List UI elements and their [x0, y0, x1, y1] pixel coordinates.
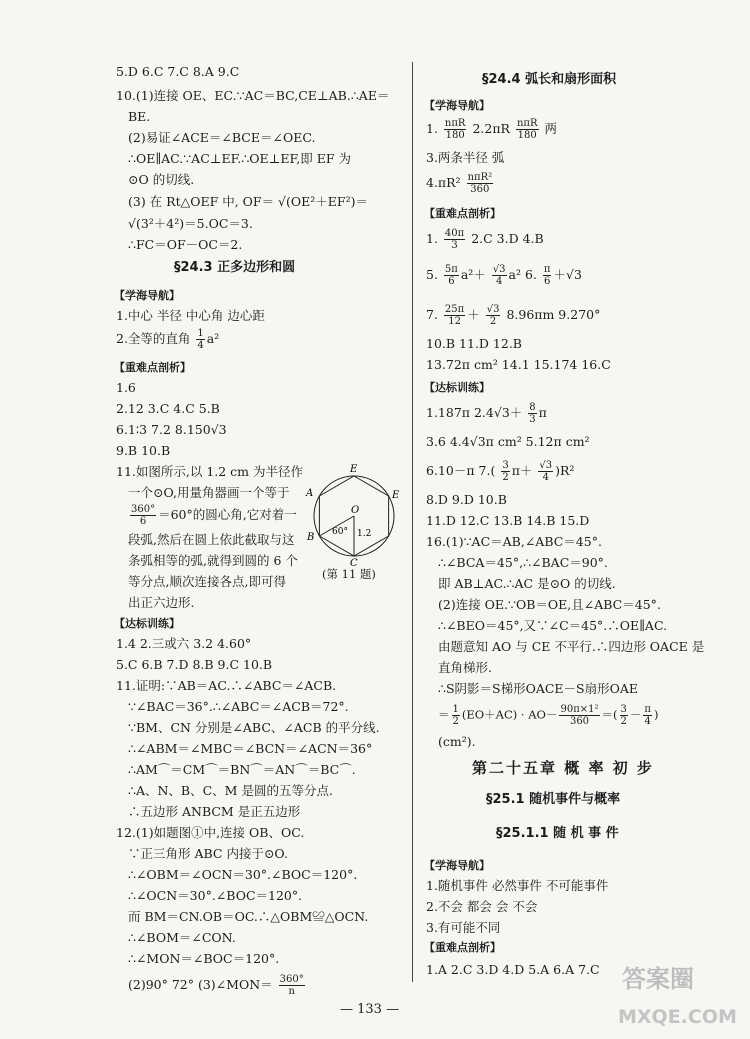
- numerator: nπR²: [467, 172, 493, 183]
- denominator: 2: [452, 716, 459, 727]
- numerator: 1: [452, 704, 459, 715]
- subsection-heading: §25.1.1 随 机 事 件: [496, 826, 619, 841]
- fraction: [486, 304, 501, 327]
- numerator: √3: [492, 264, 506, 275]
- fraction: [467, 172, 494, 195]
- numerator: 3: [620, 704, 627, 715]
- answer-line: 5.C 6.B 7.D 8.B 9.C 10.B: [116, 657, 273, 672]
- section-tag: 【重难点剖析】: [424, 207, 501, 220]
- answer-text: 5.: [426, 267, 438, 282]
- answer-line: [426, 402, 547, 425]
- fraction: [528, 402, 536, 425]
- fraction: [279, 974, 305, 997]
- answer-text: 2.2πR: [472, 121, 510, 136]
- answer-line: (3) 在 Rt△OEF 中, OF＝ √(OE²＋EF²)＝: [128, 194, 368, 209]
- answer-text: 4.πR²: [426, 175, 461, 190]
- answer-text: ＋: [467, 307, 480, 322]
- section-heading: §25.1 随机事件与概率: [486, 792, 621, 807]
- answer-line: [426, 460, 574, 483]
- denominator: 180: [445, 130, 465, 141]
- section-heading: §24.3 正多边形和圆: [174, 260, 296, 275]
- denominator: 12: [448, 316, 461, 327]
- fraction: [492, 264, 507, 287]
- numerator: √3: [486, 304, 500, 315]
- fraction: [130, 504, 156, 527]
- answer-text: π＋: [511, 463, 533, 478]
- answer-text: ＝: [438, 707, 450, 722]
- answer-text: )R²: [555, 463, 575, 478]
- section-tag: 【达标训练】: [114, 617, 180, 630]
- answer-text: ): [653, 707, 659, 722]
- answer-line: 8.D 9.D 10.B: [426, 492, 507, 507]
- denominator: 4: [197, 340, 204, 351]
- section-tag: 【重难点剖析】: [114, 361, 191, 374]
- fraction: [196, 328, 204, 351]
- answer-text: 1.: [426, 231, 438, 246]
- answer-text: 1.: [426, 121, 438, 136]
- answer-line: 1.4 2.三或六 3.2 4.60°: [116, 636, 252, 651]
- label-e-right: E: [392, 490, 400, 501]
- answer-line: ∴OE∥AC.∵AC⊥EF.∴OE⊥EF,即 EF 为: [128, 151, 351, 166]
- answer-line: ∴A、N、B、C、M 是圆的五等分点.: [128, 783, 333, 798]
- numerator: 25π: [444, 304, 465, 315]
- answer-line: ∵正三角形 ABC 内接于⊙O.: [128, 846, 288, 861]
- answer-line: 而 BM＝CN.OB＝OC.∴△OBM≌△OCN.: [128, 909, 369, 924]
- denominator: 6: [448, 276, 455, 287]
- fraction: [444, 118, 467, 141]
- denominator: 2: [489, 316, 497, 327]
- denominator: 180: [517, 130, 537, 141]
- answer-text: 2.全等的直角: [116, 331, 191, 346]
- answer-line: 9.B 10.B: [116, 443, 171, 458]
- denominator: 3: [529, 414, 536, 425]
- answer-line: 1.中心 半径 中心角 边心距: [116, 308, 265, 323]
- answer-line: 即 AB⊥AC.∴AC 是⊙O 的切线.: [438, 576, 616, 591]
- answer-line: 13.72π cm² 14.1 15.174 16.C: [426, 357, 611, 372]
- fraction: [444, 264, 459, 287]
- answer-text: ＝60°的圆心角,它对着一: [158, 507, 297, 522]
- denominator: 6: [139, 516, 147, 527]
- section-heading: §24.4 弧长和扇形面积: [482, 72, 617, 87]
- answer-line: 11.D 12.C 13.B 14.B 15.D: [426, 513, 590, 528]
- label-angle: 60°: [332, 527, 348, 537]
- fraction: [516, 118, 539, 141]
- answer-line: 1.A 2.C 3.D 4.D 5.A 6.A 7.C: [426, 962, 600, 977]
- answer-text: a²＋: [460, 267, 486, 282]
- numerator: 8: [529, 402, 536, 413]
- answer-line: [426, 304, 600, 327]
- numerator: 3: [502, 460, 509, 471]
- answer-line: ∴∠BOM＝∠CON.: [128, 930, 236, 945]
- fraction: [452, 704, 460, 727]
- page-number: — 133 —: [340, 1002, 400, 1017]
- answer-line: 一个⊙O,用量角器画一个等于: [128, 485, 290, 500]
- section-tag: 【学海导航】: [424, 99, 490, 112]
- answer-line: ∴∠OCN＝30°.∠BOC＝120°.: [128, 888, 303, 903]
- answer-line: [426, 172, 495, 195]
- answer-line: 11.如图所示,以 1.2 cm 为半径作: [116, 464, 304, 479]
- numerator: 40π: [444, 228, 465, 239]
- answer-line: (2)易证∠ACE＝∠BCE＝∠OEC.: [128, 130, 316, 145]
- answer-line: 出正六边形.: [128, 595, 195, 610]
- denominator: 360: [470, 184, 490, 195]
- answer-line: 12.(1)如题图①中,连接 OB、OC.: [116, 825, 305, 840]
- answer-line: [438, 704, 658, 727]
- watermark-logo: 答案圈: [622, 965, 694, 993]
- numerator: 5π: [444, 264, 458, 275]
- answer-line: 1.6: [116, 380, 136, 395]
- numerator: 1: [197, 328, 204, 339]
- answer-text: 1.187π 2.4√3＋: [426, 405, 523, 420]
- answer-line: ∴AM⌒＝CM⌒＝BN⌒＝AN⌒＝BC⌒.: [128, 762, 356, 777]
- answer-line: ∴∠MON＝∠BOC＝120°.: [128, 951, 280, 966]
- answer-line: 等分点,顺次连接各点,即可得: [128, 574, 286, 589]
- answer-line: 10.B 11.D 12.B: [426, 336, 522, 351]
- answer-text: 8.96πm 9.270°: [506, 307, 601, 322]
- answer-text: 2.C 3.D 4.B: [471, 231, 544, 246]
- fraction: [620, 704, 628, 727]
- answer-line: 2.12 3.C 4.C 5.B: [116, 401, 220, 416]
- numerator: 360°: [131, 504, 156, 515]
- fraction: [559, 704, 599, 727]
- numerator: √3: [539, 460, 553, 471]
- answer-line: ∵∠BAC＝36°.∴∠ABC＝∠ACB＝72°.: [128, 699, 349, 714]
- denominator: 3: [451, 240, 458, 251]
- answer-line: ⊙O 的切线.: [128, 172, 195, 187]
- answer-line: (cm²).: [438, 734, 476, 749]
- answer-line: BE.: [128, 109, 151, 124]
- answer-text: 6.10－π 7.(: [426, 463, 496, 478]
- answer-line: [128, 974, 307, 997]
- section-tag: 【学海导航】: [424, 859, 490, 872]
- numerator: nπR: [516, 118, 538, 129]
- fraction: [444, 304, 465, 327]
- denominator: 360: [569, 716, 590, 727]
- fraction: [538, 460, 553, 483]
- answer-line: 10.(1)连接 OE、EC.∵AC＝BC,CE⊥AB.∴AE＝: [116, 88, 390, 103]
- denominator: 4: [495, 276, 503, 287]
- fraction: [501, 460, 509, 483]
- answer-line: [426, 118, 557, 141]
- answer-line: 6.1∶3 7.2 8.150√3: [116, 422, 227, 437]
- denominator: n: [288, 986, 295, 997]
- answer-line: ∵BM、CN 分别是∠ABC、∠ACB 的平分线.: [128, 720, 380, 735]
- answer-text: a²: [206, 331, 220, 346]
- numerator: π: [644, 704, 651, 715]
- fraction: [444, 228, 465, 251]
- denominator: 6: [544, 276, 551, 287]
- section-tag: 【达标训练】: [424, 381, 490, 394]
- denominator: 4: [542, 472, 549, 483]
- answer-line: 直角梯形.: [438, 660, 492, 675]
- label-o: O: [351, 505, 360, 516]
- answer-line: ∴∠OBM＝∠OCN＝30°.∠BOC＝120°.: [128, 867, 358, 882]
- fraction: [543, 264, 552, 287]
- label-a: A: [306, 488, 314, 499]
- answer-line: [426, 228, 544, 251]
- answer-line: ∴五边形 ANBCM 是正五边形: [128, 804, 301, 819]
- answer-line: [116, 328, 219, 351]
- answer-line: 3.有可能不同: [426, 920, 501, 935]
- answer-text: (EO＋AC) · AO－: [461, 707, 558, 722]
- answer-text: ＝(: [601, 707, 618, 722]
- label-b: B: [307, 532, 315, 543]
- answer-line: ∴∠ABM＝∠MBC＝∠BCN＝∠ACN＝36°: [128, 741, 373, 756]
- answer-text: ＋√3: [553, 267, 582, 282]
- denominator: 4: [644, 716, 651, 727]
- answer-line: 2.不会 都会 会 不会: [426, 899, 538, 914]
- watermark-url: MXQE.COM: [618, 1006, 737, 1028]
- column-divider: [412, 62, 413, 982]
- denominator: 2: [620, 716, 627, 727]
- answer-line: ∴∠BCA＝45°,∴∠BAC＝90°.: [438, 555, 608, 570]
- answer-line: 1.随机事件 必然事件 不可能事件: [426, 878, 609, 893]
- answer-line: 16.(1)∵AC＝AB,∠ABC＝45°.: [426, 534, 602, 549]
- section-tag: 【重难点剖析】: [424, 941, 501, 954]
- label-e-top: E: [350, 464, 358, 475]
- answer-line: ∴FC＝OF－OC＝2.: [128, 237, 243, 252]
- answer-text: 两: [544, 121, 557, 136]
- figure-caption: (第 11 题): [322, 567, 376, 581]
- answer-text: 7.: [426, 307, 438, 322]
- denominator: 2: [502, 472, 509, 483]
- answer-line: √(3²＋4²)＝5.OC＝3.: [128, 216, 253, 231]
- label-c: C: [350, 558, 358, 569]
- answer-line: (2)连接 OE.∵OB＝OE,且∠ABC＝45°.: [438, 597, 661, 612]
- answer-line: [426, 264, 582, 287]
- answer-text: (2)90° 72° (3)∠MON＝: [128, 977, 273, 992]
- answer-text: a² 6.: [508, 267, 537, 282]
- answer-text: －: [629, 707, 642, 722]
- answer-line: 条弧相等的弧,就得到圆的 6 个: [128, 553, 298, 568]
- answer-line: 段弧,然后在圆上依此截取与这: [128, 532, 295, 547]
- answer-line: 3.6 4.4√3π cm² 5.12π cm²: [426, 434, 590, 449]
- answer-line: 11.证明:∵AB＝AC.∴∠ABC＝∠ACB.: [116, 678, 337, 693]
- answer-line: 5.D 6.C 7.C 8.A 9.C: [116, 64, 240, 79]
- answer-line: 由题意知 AO 与 CE 不平行.∴四边形 OACE 是: [438, 639, 705, 654]
- answer-text: π: [538, 405, 547, 420]
- chapter-heading: 第二十五章 概 率 初 步: [472, 759, 654, 777]
- answer-line: ∴∠BEO＝45°,又∵∠C＝45°.∴OE∥AC.: [438, 618, 668, 633]
- numerator: 90π×1²: [560, 704, 599, 715]
- answer-line: [128, 504, 297, 527]
- numerator: nπR: [444, 118, 466, 129]
- numerator: π: [543, 264, 551, 275]
- answer-line: ∴S阴影＝S梯形OACE－S扇形OAE: [438, 681, 639, 696]
- numerator: 360°: [279, 974, 304, 985]
- label-radius: 1.2: [357, 529, 372, 539]
- fraction: [643, 704, 652, 727]
- section-tag: 【学海导航】: [114, 289, 180, 302]
- answer-line: 3.两条半径 弧: [426, 150, 505, 165]
